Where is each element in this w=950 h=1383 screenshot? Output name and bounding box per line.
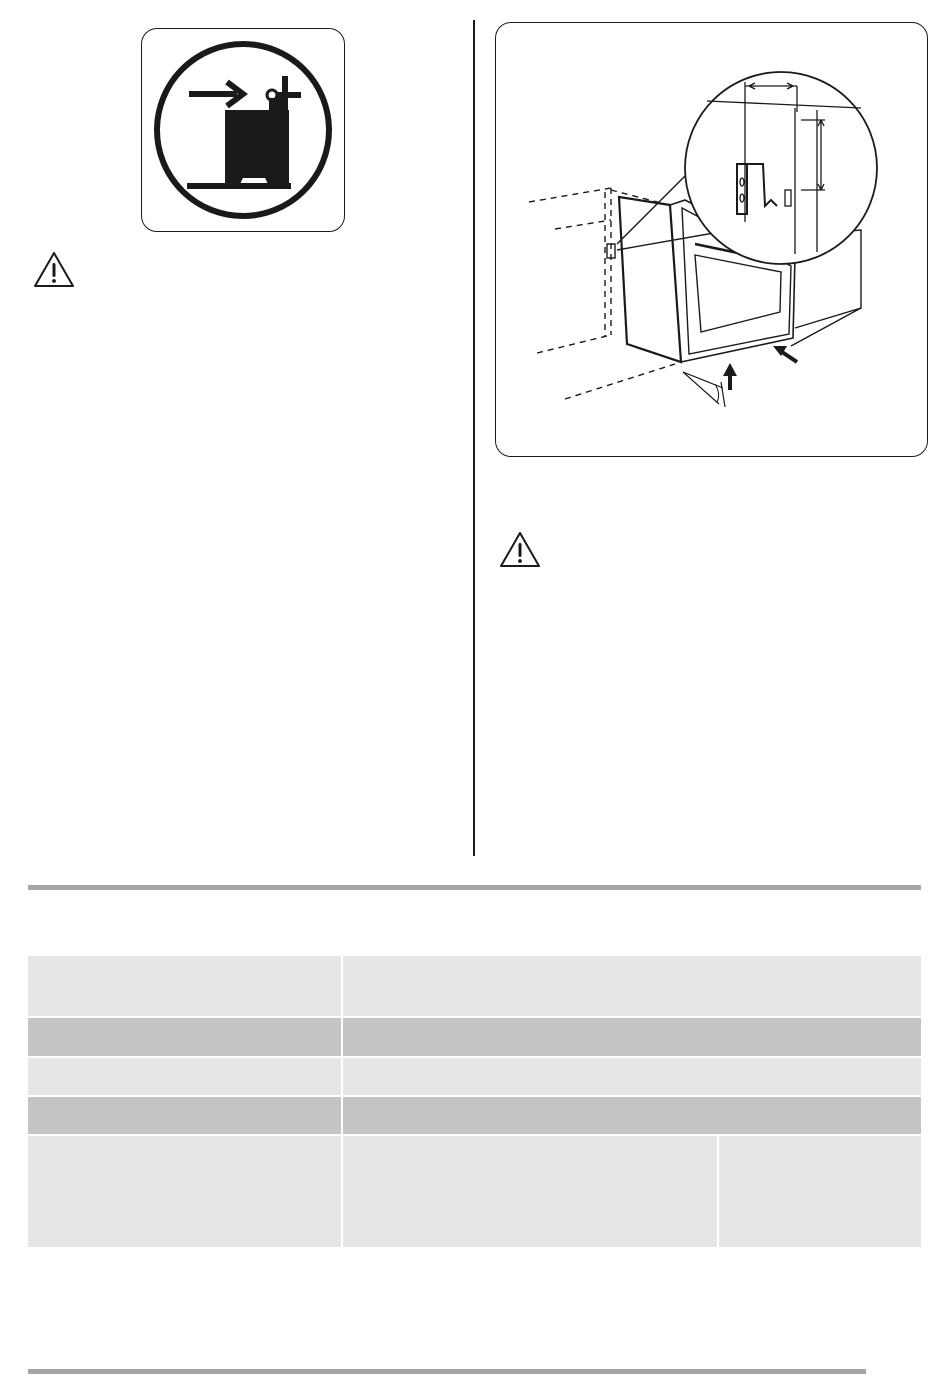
table-cell (342, 956, 921, 1017)
anti-tilt-install-icon (141, 28, 345, 232)
table-cell (28, 956, 342, 1017)
warning-triangle-icon (498, 530, 542, 570)
column-divider (473, 20, 475, 856)
table-cell (718, 1135, 921, 1248)
section-divider-bottom (28, 1369, 866, 1374)
anti-tilt-symbol-box (141, 28, 345, 232)
warning-triangle-icon (32, 250, 76, 290)
table-cell (342, 1057, 921, 1096)
table-row (28, 956, 921, 1017)
table-cell (342, 1135, 718, 1248)
section-divider-top (28, 885, 921, 890)
table-row (28, 1017, 921, 1057)
table-cell (342, 1096, 921, 1135)
table-cell (28, 1017, 342, 1057)
oven-anti-tilt-bracket-diagram (495, 22, 928, 457)
table-cell (28, 1135, 342, 1248)
table-row (28, 1057, 921, 1096)
warning-icon-right (498, 530, 538, 566)
oven-illustration-box (495, 22, 928, 457)
spec-table (28, 956, 921, 1249)
table-row (28, 1096, 921, 1135)
table-row (28, 1135, 921, 1248)
table-cell (28, 1096, 342, 1135)
warning-icon-left (32, 250, 72, 286)
table-cell (342, 1017, 921, 1057)
table-cell (28, 1057, 342, 1096)
